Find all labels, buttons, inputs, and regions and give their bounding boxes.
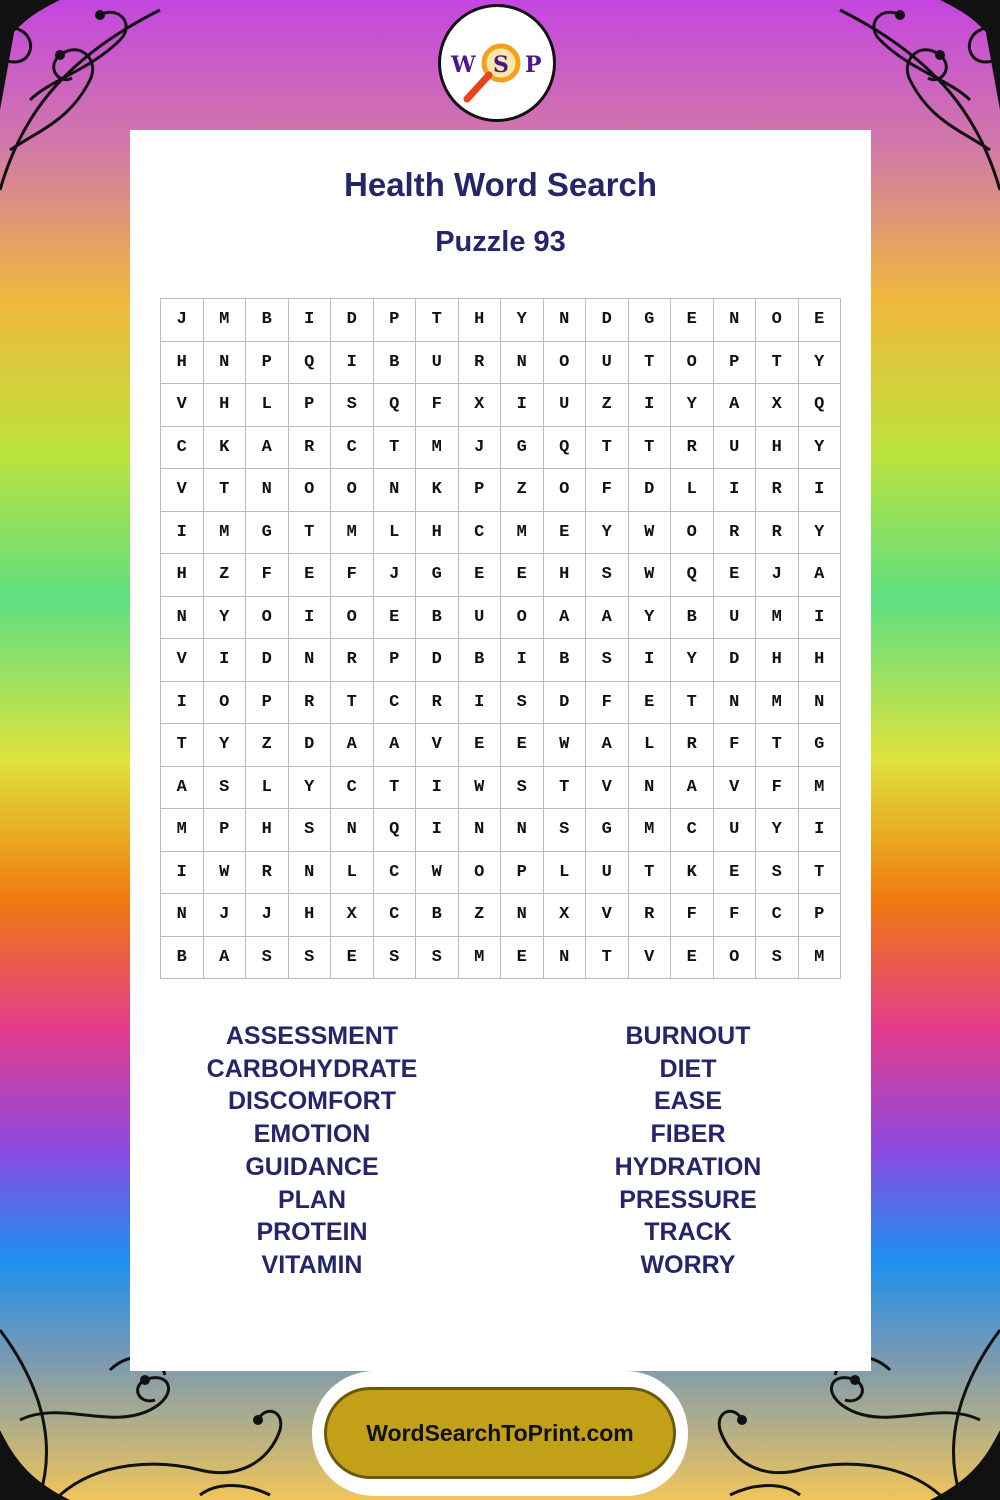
grid-cell[interactable]: S bbox=[586, 554, 629, 597]
grid-cell[interactable]: I bbox=[799, 809, 842, 852]
grid-cell[interactable]: I bbox=[714, 469, 757, 512]
grid-cell[interactable]: O bbox=[501, 597, 544, 640]
grid-cell[interactable]: K bbox=[416, 469, 459, 512]
grid-cell[interactable]: O bbox=[671, 342, 714, 385]
word-list-item: TRACK bbox=[644, 1218, 732, 1247]
grid-cell[interactable]: G bbox=[501, 427, 544, 470]
grid-cell[interactable]: E bbox=[289, 554, 332, 597]
grid-cell[interactable]: X bbox=[756, 384, 799, 427]
grid-cell[interactable]: Y bbox=[799, 342, 842, 385]
grid-cell[interactable]: T bbox=[586, 427, 629, 470]
grid-cell[interactable]: F bbox=[586, 469, 629, 512]
grid-cell[interactable]: N bbox=[629, 767, 672, 810]
grid-cell[interactable]: P bbox=[204, 809, 247, 852]
grid-cell[interactable]: W bbox=[459, 767, 502, 810]
grid-cell[interactable]: K bbox=[671, 852, 714, 895]
grid-cell[interactable]: P bbox=[799, 894, 842, 937]
grid-cell[interactable]: V bbox=[714, 767, 757, 810]
grid-cell[interactable]: O bbox=[289, 469, 332, 512]
word-list-item: DIET bbox=[659, 1054, 717, 1083]
grid-cell[interactable]: C bbox=[459, 512, 502, 555]
grid-cell[interactable]: V bbox=[161, 469, 204, 512]
grid-cell[interactable]: I bbox=[289, 299, 332, 342]
grid-cell[interactable]: N bbox=[501, 342, 544, 385]
grid-cell[interactable]: P bbox=[374, 299, 417, 342]
grid-cell[interactable]: I bbox=[331, 342, 374, 385]
grid-cell[interactable]: J bbox=[374, 554, 417, 597]
grid-cell[interactable]: H bbox=[459, 299, 502, 342]
grid-cell[interactable]: S bbox=[501, 682, 544, 725]
grid-cell[interactable]: U bbox=[714, 597, 757, 640]
grid-cell[interactable]: T bbox=[799, 852, 842, 895]
grid-cell[interactable]: T bbox=[629, 852, 672, 895]
grid-cell[interactable]: M bbox=[756, 597, 799, 640]
grid-cell[interactable]: L bbox=[544, 852, 587, 895]
grid-cell[interactable]: E bbox=[629, 682, 672, 725]
grid-cell[interactable]: A bbox=[714, 384, 757, 427]
grid-cell[interactable]: U bbox=[416, 342, 459, 385]
logo-letter-w: W bbox=[451, 52, 476, 78]
grid-cell[interactable]: T bbox=[416, 299, 459, 342]
grid-cell[interactable]: C bbox=[374, 852, 417, 895]
grid-cell[interactable]: E bbox=[671, 299, 714, 342]
grid-cell[interactable]: T bbox=[544, 767, 587, 810]
grid-cell[interactable]: H bbox=[289, 894, 332, 937]
puzzle-card bbox=[130, 130, 871, 1371]
grid-cell[interactable]: F bbox=[246, 554, 289, 597]
grid-cell[interactable]: O bbox=[544, 342, 587, 385]
word-list-item: VITAMIN bbox=[261, 1250, 363, 1279]
grid-cell[interactable]: E bbox=[501, 554, 544, 597]
grid-cell[interactable]: P bbox=[246, 342, 289, 385]
grid-cell[interactable]: E bbox=[671, 937, 714, 980]
word-list-right bbox=[528, 1020, 848, 1282]
grid-cell[interactable]: E bbox=[714, 554, 757, 597]
grid-cell[interactable]: E bbox=[459, 554, 502, 597]
grid-cell[interactable]: D bbox=[289, 724, 332, 767]
grid-cell[interactable]: O bbox=[246, 597, 289, 640]
grid-cell[interactable]: G bbox=[246, 512, 289, 555]
word-list-item: PROTEIN bbox=[256, 1218, 368, 1247]
grid-cell[interactable]: M bbox=[459, 937, 502, 980]
grid-cell[interactable]: I bbox=[799, 597, 842, 640]
grid-cell[interactable]: K bbox=[204, 427, 247, 470]
grid-cell[interactable]: B bbox=[671, 597, 714, 640]
grid-cell[interactable]: T bbox=[161, 724, 204, 767]
grid-cell[interactable]: X bbox=[459, 384, 502, 427]
grid-cell[interactable]: F bbox=[714, 894, 757, 937]
grid-cell[interactable]: O bbox=[671, 512, 714, 555]
grid-cell[interactable]: F bbox=[331, 554, 374, 597]
grid-cell[interactable]: I bbox=[289, 597, 332, 640]
grid-cell[interactable]: Z bbox=[246, 724, 289, 767]
grid-cell[interactable]: Z bbox=[586, 384, 629, 427]
grid-cell[interactable]: N bbox=[501, 894, 544, 937]
grid-cell[interactable]: N bbox=[161, 894, 204, 937]
grid-cell[interactable]: Y bbox=[501, 299, 544, 342]
grid-cell[interactable]: I bbox=[161, 682, 204, 725]
grid-cell[interactable]: B bbox=[246, 299, 289, 342]
wsp-logo[interactable] bbox=[438, 4, 556, 122]
grid-cell[interactable]: C bbox=[374, 682, 417, 725]
grid-cell[interactable]: G bbox=[586, 809, 629, 852]
grid-cell[interactable]: T bbox=[629, 427, 672, 470]
grid-cell[interactable]: N bbox=[246, 469, 289, 512]
grid-cell[interactable]: C bbox=[671, 809, 714, 852]
grid-cell[interactable]: H bbox=[161, 554, 204, 597]
grid-cell[interactable]: L bbox=[629, 724, 672, 767]
grid-cell[interactable]: C bbox=[331, 427, 374, 470]
grid-cell[interactable]: W bbox=[416, 852, 459, 895]
grid-cell[interactable]: B bbox=[459, 639, 502, 682]
grid-cell[interactable]: V bbox=[416, 724, 459, 767]
grid-cell[interactable]: T bbox=[331, 682, 374, 725]
grid-cell[interactable]: Y bbox=[799, 427, 842, 470]
grid-cell[interactable]: R bbox=[671, 724, 714, 767]
grid-cell[interactable]: A bbox=[799, 554, 842, 597]
grid-cell[interactable]: W bbox=[629, 554, 672, 597]
grid-cell[interactable]: M bbox=[204, 299, 247, 342]
grid-cell[interactable]: Y bbox=[204, 724, 247, 767]
grid-cell[interactable]: N bbox=[161, 597, 204, 640]
grid-cell[interactable]: U bbox=[459, 597, 502, 640]
grid-cell[interactable]: D bbox=[586, 299, 629, 342]
grid-cell[interactable]: A bbox=[246, 427, 289, 470]
grid-cell[interactable]: S bbox=[544, 809, 587, 852]
grid-cell[interactable]: N bbox=[204, 342, 247, 385]
grid-cell[interactable]: O bbox=[459, 852, 502, 895]
grid-cell[interactable]: B bbox=[416, 597, 459, 640]
grid-cell[interactable]: D bbox=[544, 682, 587, 725]
grid-cell[interactable]: J bbox=[204, 894, 247, 937]
grid-cell[interactable]: F bbox=[671, 894, 714, 937]
grid-cell[interactable]: L bbox=[246, 384, 289, 427]
grid-cell[interactable]: I bbox=[161, 852, 204, 895]
grid-cell[interactable]: M bbox=[629, 809, 672, 852]
grid-cell[interactable]: M bbox=[331, 512, 374, 555]
grid-cell[interactable]: G bbox=[799, 724, 842, 767]
grid-cell[interactable]: Z bbox=[204, 554, 247, 597]
grid-cell[interactable]: I bbox=[416, 767, 459, 810]
grid-cell[interactable]: O bbox=[331, 469, 374, 512]
grid-cell[interactable]: Z bbox=[501, 469, 544, 512]
grid-cell[interactable]: E bbox=[501, 724, 544, 767]
letter-grid bbox=[160, 298, 841, 979]
grid-cell[interactable]: Q bbox=[374, 384, 417, 427]
grid-cell[interactable]: N bbox=[544, 937, 587, 980]
word-list-item: BURNOUT bbox=[625, 1022, 751, 1050]
word-list-item: CARBOHYDRATE bbox=[206, 1054, 418, 1083]
grid-cell[interactable]: N bbox=[714, 299, 757, 342]
grid-cell[interactable]: E bbox=[714, 852, 757, 895]
grid-cell[interactable]: R bbox=[756, 512, 799, 555]
grid-cell[interactable]: R bbox=[671, 427, 714, 470]
grid-cell[interactable]: E bbox=[374, 597, 417, 640]
grid-cell[interactable]: W bbox=[544, 724, 587, 767]
grid-cell[interactable]: O bbox=[756, 299, 799, 342]
grid-cell[interactable]: O bbox=[204, 682, 247, 725]
grid-cell[interactable]: M bbox=[161, 809, 204, 852]
grid-cell[interactable]: P bbox=[246, 682, 289, 725]
grid-cell[interactable]: U bbox=[714, 809, 757, 852]
grid-cell[interactable]: S bbox=[331, 384, 374, 427]
grid-cell[interactable]: C bbox=[756, 894, 799, 937]
grid-cell[interactable]: Y bbox=[799, 512, 842, 555]
grid-cell[interactable]: M bbox=[204, 512, 247, 555]
grid-cell[interactable]: L bbox=[374, 512, 417, 555]
puzzle-number: Puzzle 93 bbox=[435, 226, 566, 258]
grid-cell[interactable]: Q bbox=[289, 342, 332, 385]
grid-cell[interactable]: N bbox=[714, 682, 757, 725]
word-list-item: PRESSURE bbox=[619, 1185, 757, 1214]
grid-cell[interactable]: M bbox=[501, 512, 544, 555]
grid-cell[interactable]: R bbox=[331, 639, 374, 682]
grid-cell[interactable]: X bbox=[331, 894, 374, 937]
grid-cell[interactable]: N bbox=[289, 639, 332, 682]
grid-cell[interactable]: D bbox=[331, 299, 374, 342]
grid-cell[interactable]: J bbox=[246, 894, 289, 937]
grid-cell[interactable]: N bbox=[799, 682, 842, 725]
grid-cell[interactable]: H bbox=[756, 427, 799, 470]
grid-cell[interactable]: R bbox=[246, 852, 289, 895]
grid-cell[interactable]: E bbox=[459, 724, 502, 767]
grid-cell[interactable]: B bbox=[161, 937, 204, 980]
grid-cell[interactable]: T bbox=[629, 342, 672, 385]
grid-cell[interactable]: E bbox=[501, 937, 544, 980]
grid-cell[interactable]: U bbox=[714, 427, 757, 470]
grid-cell[interactable]: R bbox=[416, 682, 459, 725]
grid-cell[interactable]: X bbox=[544, 894, 587, 937]
grid-cell[interactable]: A bbox=[374, 724, 417, 767]
grid-cell[interactable]: F bbox=[416, 384, 459, 427]
word-list-item: EMOTION bbox=[253, 1120, 371, 1149]
grid-cell[interactable]: C bbox=[374, 894, 417, 937]
grid-cell[interactable]: V bbox=[161, 384, 204, 427]
grid-cell[interactable]: N bbox=[501, 809, 544, 852]
grid-cell[interactable]: G bbox=[416, 554, 459, 597]
grid-cell[interactable]: R bbox=[289, 427, 332, 470]
grid-cell[interactable]: A bbox=[161, 767, 204, 810]
grid-cell[interactable]: M bbox=[756, 682, 799, 725]
grid-cell[interactable]: S bbox=[416, 937, 459, 980]
grid-cell[interactable]: B bbox=[544, 639, 587, 682]
grid-cell[interactable]: C bbox=[161, 427, 204, 470]
website-link-button[interactable]: WordSearchToPrint.com bbox=[324, 1387, 676, 1479]
grid-cell[interactable]: Q bbox=[374, 809, 417, 852]
grid-cell[interactable]: D bbox=[246, 639, 289, 682]
grid-cell[interactable]: P bbox=[374, 639, 417, 682]
grid-cell[interactable]: P bbox=[501, 852, 544, 895]
grid-cell[interactable]: D bbox=[416, 639, 459, 682]
grid-cell[interactable]: Y bbox=[671, 639, 714, 682]
grid-cell[interactable]: I bbox=[416, 809, 459, 852]
grid-cell[interactable]: U bbox=[586, 342, 629, 385]
word-list-item: EASE bbox=[653, 1087, 723, 1116]
grid-cell[interactable]: N bbox=[459, 809, 502, 852]
grid-cell[interactable]: N bbox=[331, 809, 374, 852]
grid-cell[interactable]: M bbox=[799, 937, 842, 980]
grid-cell[interactable]: D bbox=[629, 469, 672, 512]
grid-cell[interactable]: I bbox=[501, 639, 544, 682]
page-title: Health Word Search bbox=[344, 166, 657, 203]
grid-cell[interactable]: Y bbox=[289, 767, 332, 810]
grid-cell[interactable]: F bbox=[714, 724, 757, 767]
grid-cell[interactable]: I bbox=[459, 682, 502, 725]
grid-cell[interactable]: W bbox=[629, 512, 672, 555]
grid-cell[interactable]: S bbox=[374, 937, 417, 980]
grid-cell[interactable]: L bbox=[246, 767, 289, 810]
grid-cell[interactable]: T bbox=[756, 342, 799, 385]
grid-cell[interactable]: P bbox=[459, 469, 502, 512]
grid-cell[interactable]: S bbox=[204, 767, 247, 810]
grid-cell[interactable]: U bbox=[586, 852, 629, 895]
grid-cell[interactable]: L bbox=[331, 852, 374, 895]
grid-cell[interactable]: Y bbox=[629, 597, 672, 640]
grid-cell[interactable]: J bbox=[161, 299, 204, 342]
logo-letter-s: S bbox=[493, 52, 509, 78]
grid-cell[interactable]: I bbox=[629, 639, 672, 682]
grid-cell[interactable]: H bbox=[756, 639, 799, 682]
grid-cell[interactable]: S bbox=[501, 767, 544, 810]
grid-cell[interactable]: E bbox=[799, 299, 842, 342]
grid-cell[interactable]: S bbox=[586, 639, 629, 682]
grid-cell[interactable]: A bbox=[544, 597, 587, 640]
grid-cell[interactable]: T bbox=[374, 767, 417, 810]
grid-cell[interactable]: I bbox=[204, 639, 247, 682]
grid-cell[interactable]: Y bbox=[586, 512, 629, 555]
grid-cell[interactable]: A bbox=[331, 724, 374, 767]
grid-cell[interactable]: S bbox=[756, 937, 799, 980]
grid-cell[interactable]: S bbox=[756, 852, 799, 895]
grid-cell[interactable]: N bbox=[374, 469, 417, 512]
grid-cell[interactable]: E bbox=[544, 512, 587, 555]
word-list-item: FIBER bbox=[650, 1120, 726, 1149]
grid-cell[interactable]: N bbox=[289, 852, 332, 895]
footer bbox=[312, 1371, 688, 1496]
grid-cell[interactable]: M bbox=[416, 427, 459, 470]
grid-cell[interactable]: B bbox=[416, 894, 459, 937]
grid-cell[interactable]: T bbox=[671, 682, 714, 725]
grid-cell[interactable]: V bbox=[586, 767, 629, 810]
grid-cell[interactable]: A bbox=[586, 597, 629, 640]
grid-cell[interactable]: Q bbox=[544, 427, 587, 470]
word-list-item: ASSESSMENT bbox=[225, 1022, 399, 1050]
grid-cell[interactable]: H bbox=[799, 639, 842, 682]
grid-cell[interactable]: O bbox=[544, 469, 587, 512]
grid-cell[interactable]: I bbox=[501, 384, 544, 427]
grid-cell[interactable]: P bbox=[714, 342, 757, 385]
grid-cell[interactable]: A bbox=[204, 937, 247, 980]
grid-cell[interactable]: V bbox=[161, 639, 204, 682]
grid-cell[interactable]: I bbox=[629, 384, 672, 427]
grid-cell[interactable]: J bbox=[756, 554, 799, 597]
grid-cell[interactable]: F bbox=[586, 682, 629, 725]
grid-cell[interactable]: I bbox=[799, 469, 842, 512]
grid-cell[interactable]: Q bbox=[799, 384, 842, 427]
grid-cell[interactable]: S bbox=[289, 937, 332, 980]
word-list-item: GUIDANCE bbox=[245, 1152, 379, 1181]
grid-cell[interactable]: D bbox=[714, 639, 757, 682]
grid-cell[interactable]: Q bbox=[671, 554, 714, 597]
grid-cell[interactable]: H bbox=[246, 809, 289, 852]
grid-cell[interactable]: V bbox=[629, 937, 672, 980]
grid-cell[interactable]: O bbox=[331, 597, 374, 640]
word-list-item: PLAN bbox=[277, 1185, 347, 1214]
grid-cell[interactable]: P bbox=[289, 384, 332, 427]
grid-cell[interactable]: H bbox=[416, 512, 459, 555]
grid-cell[interactable]: A bbox=[671, 767, 714, 810]
word-list-item: DISCOMFORT bbox=[227, 1087, 397, 1116]
grid-cell[interactable]: Z bbox=[459, 894, 502, 937]
grid-cell[interactable]: C bbox=[331, 767, 374, 810]
grid-cell[interactable]: R bbox=[714, 512, 757, 555]
grid-cell[interactable]: Y bbox=[671, 384, 714, 427]
grid-cell[interactable]: Y bbox=[756, 809, 799, 852]
grid-cell[interactable]: H bbox=[204, 384, 247, 427]
word-list-left bbox=[152, 1020, 472, 1282]
grid-cell[interactable]: T bbox=[204, 469, 247, 512]
grid-cell[interactable]: G bbox=[629, 299, 672, 342]
grid-cell[interactable]: T bbox=[289, 512, 332, 555]
grid-cell[interactable]: O bbox=[714, 937, 757, 980]
grid-cell[interactable]: A bbox=[586, 724, 629, 767]
grid-cell[interactable]: M bbox=[799, 767, 842, 810]
grid-cell[interactable]: T bbox=[374, 427, 417, 470]
grid-cell[interactable]: S bbox=[289, 809, 332, 852]
grid-cell[interactable]: H bbox=[161, 342, 204, 385]
grid-cell[interactable]: T bbox=[586, 937, 629, 980]
grid-cell[interactable]: E bbox=[331, 937, 374, 980]
grid-cell[interactable]: V bbox=[586, 894, 629, 937]
grid-cell[interactable]: I bbox=[161, 512, 204, 555]
grid-cell[interactable]: R bbox=[629, 894, 672, 937]
grid-cell[interactable]: T bbox=[756, 724, 799, 767]
grid-cell[interactable]: B bbox=[374, 342, 417, 385]
grid-cell[interactable]: H bbox=[544, 554, 587, 597]
grid-cell[interactable]: F bbox=[756, 767, 799, 810]
word-list-item: HYDRATION bbox=[614, 1152, 762, 1181]
grid-cell[interactable]: R bbox=[289, 682, 332, 725]
grid-cell[interactable]: U bbox=[544, 384, 587, 427]
word-list-item: WORRY bbox=[640, 1250, 736, 1279]
grid-cell[interactable]: J bbox=[459, 427, 502, 470]
grid-cell[interactable]: R bbox=[756, 469, 799, 512]
logo-letter-p: P bbox=[525, 52, 542, 78]
grid-cell[interactable]: N bbox=[544, 299, 587, 342]
grid-cell[interactable]: W bbox=[204, 852, 247, 895]
grid-cell[interactable]: L bbox=[671, 469, 714, 512]
grid-cell[interactable]: R bbox=[459, 342, 502, 385]
grid-cell[interactable]: Y bbox=[204, 597, 247, 640]
grid-cell[interactable]: S bbox=[246, 937, 289, 980]
